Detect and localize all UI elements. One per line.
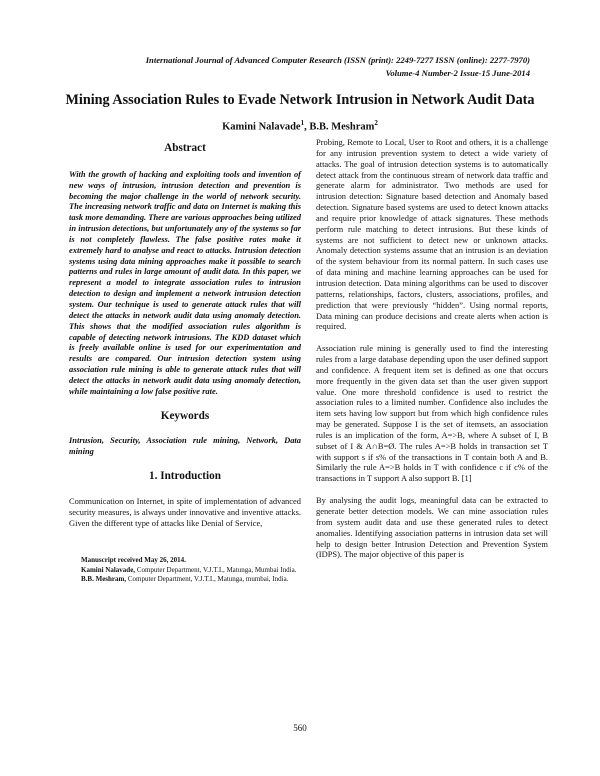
abstract-heading: Abstract [164,142,206,154]
footnote-author-2-affil: Computer Department, V.J.T.I., Matunga, mumbai, India. [126,574,289,583]
journal-header-line1: International Journal of Advanced Computer Research (ISSN (print): 2249-7277 ISSN (online): 2277-7970) [145,55,530,65]
left-column [69,137,301,584]
footnote-author-1-name: Kamini Nalavade, [81,565,136,574]
author-line [0,119,600,133]
abstract-text: With the growth of hacking and exploiting tools and invention of new ways of intrusion, intrusion detection and prevention is becoming the major challenge in the world of network security. The increasing network traffic and data on Internet is making this task more demanding. There are various approaches being utilized in intrusion detections, but unfortunately any of the systems so far is not completely flawless. The false positive rates make it extremely hard to analyse and react to attacks. Intrusion detection systems using data mining approaches make it possible to search patterns and rules in large amount of audit data. In this paper, we represent a model to integrate association rules to intrusion detection to design and implement a network intrusion detection system. Our technique is used to generate attack rules that will detect the attacks in network audit data using anomaly detection. This shows that the modified association rules algorithm is capable of detecting network intrusions. The KDD dataset which is freely available online is used for our experimentation and results are compared. Our intrusion detection system using association rule mining is able to generate attack rules that will detect the attacks in network audit data using anomaly detection, while maintaining a low false positive rate. [69,168,301,396]
keywords-heading: Keywords [160,409,210,422]
author-2-name: B.B. Meshram [309,121,375,133]
footnote-author-2 [69,575,301,584]
footnote-author-1-affil: Computer Department, V.J.T.I., Matunga, Mumbai India. [135,565,297,574]
right-paragraph-1: Probing, Remote to Local, User to Root and others, it is a challenge for any intrusion prevention system to detect a wide variety of attacks. The goal of intrusion detection systems is to automatically detect attack from the continuous stream of network data traffic and generate alarm for administrator. Two methods are used for intrusion detection: Signature based detection and Anomaly based detection. Signature based systems are used to detect known attacks and require prior knowledge of attack signatures. These methods perform rule matching to detect intrusions. But these kinds of systems are not sufficient to detect new or unknown attacks. Anomaly detection systems assume that an intrusion is an deviation of the system behaviour from its normal pattern. In such cases use of data mining and machine learning approaches can be used for intrusion detection. Data mining algorithms can be used to discover patterns, relationships, factors, clusters, associations, profiles, and prediction that were previously “hidden”. Using normal reports, Data mining can produce decisions and create alerts when action is required. [316,137,548,332]
author-1-sup: 1 [300,119,305,127]
author-1-name: Kamini Nalavade [222,121,301,133]
footnote-author-1 [69,566,301,575]
footnote-received: Manuscript received May 26, 2014. [81,556,186,565]
page-number: 560 [293,723,307,733]
introduction-heading: 1. Introduction [149,470,221,483]
journal-header-line2: Volume-4 Number-2 Issue-15 June-2014 [385,68,530,78]
intro-paragraph-1: Communication on Internet, in spite of implementation of advanced security measures, is always under innovative and inventive attacks. Given the different type of attacks like Denial of Service, [69,495,301,528]
author-2-sup: 2 [374,119,378,127]
right-paragraph-2: Association rule mining is generally used to find the interesting rules from a large database depending upon the user defined support and confidence. A frequent item set is defined as one that occurs more frequently in the given data set than the user given support value. One more threshold confidence is used to restrict the association rules to a limited number. Confidence also includes the item sets having low support but from which high confidence rules may be generated. Suppose I is the set of itemsets, an association rules is an implication of the form, A=>B, where A subset of I, B subset of I & A∩B=Ø. The rules A=>B holds in transaction set T with support s if s% of the transactions in T contain both A and B. Similarly the rule A=>B holds in T with confidence c if c% of the transactions in T support A also support B. [1] [316,343,548,484]
footnote-author-2-name: B.B. Meshram, [81,574,127,583]
right-column [316,137,548,560]
right-paragraph-3: By analysing the audit logs, meaningful data can be extracted to generate better detection models. We can mine association rules from system audit data and use these generated rules to detect anomalies. Identifying association patterns in intrusion data set will help to design better Intrusion Detection and Prevention System (IDPS). The major objective of this paper is [316,495,548,560]
keywords-text: Intrusion, Security, Association rule mining, Network, Data mining [69,435,301,457]
paper-title: Mining Association Rules to Evade Network Intrusion in Network Audit Data [65,92,535,108]
author-separator: , [304,121,310,133]
footnote [69,556,301,584]
